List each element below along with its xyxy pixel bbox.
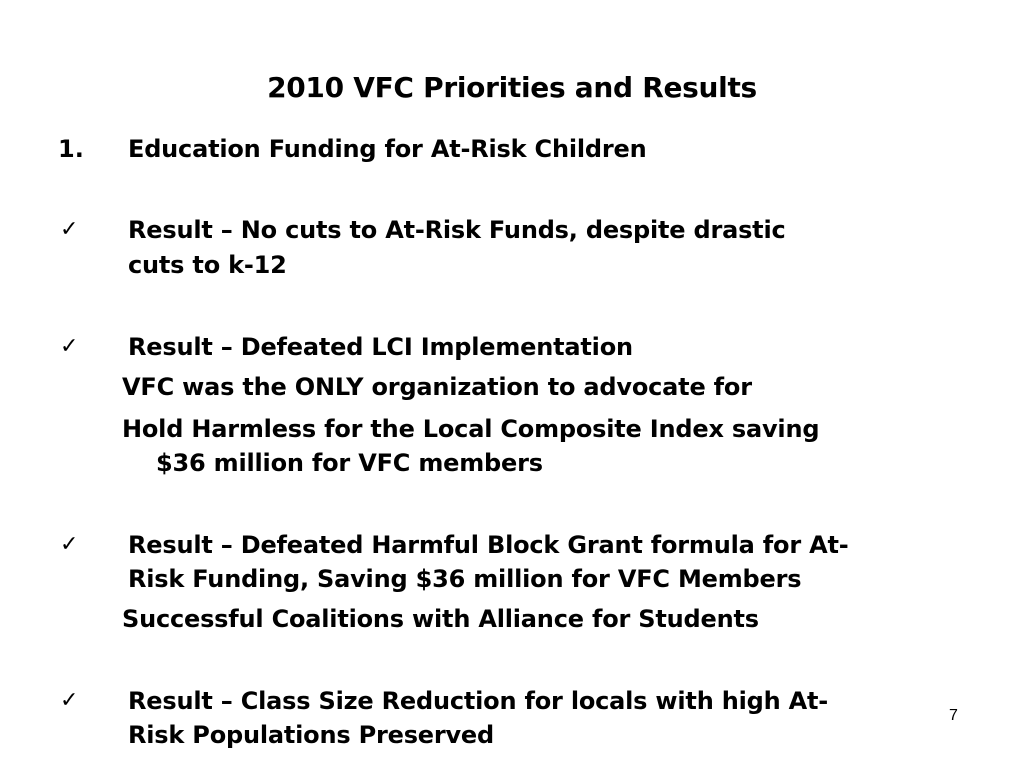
result-line: Risk Funding, Saving $36 million for VFC Members [128, 565, 802, 593]
page-number: 7 [949, 707, 958, 724]
result-detail-line: Successful Coalitions with Alliance for Students [122, 605, 759, 633]
checkmark-icon: ✓ [60, 688, 79, 713]
result-line: Result – Defeated LCI Implementation [128, 333, 633, 361]
result-detail-line: Hold Harmless for the Local Composite Index saving [122, 415, 820, 443]
slide-title: 2010 VFC Priorities and Results [267, 71, 757, 104]
result-line: Result – Class Size Reduction for locals with high At- [128, 687, 829, 715]
result-line: Result – No cuts to At-Risk Funds, despite drastic [128, 216, 786, 244]
checkmark-icon: ✓ [60, 217, 79, 242]
result-line: Risk Populations Preserved [128, 721, 494, 749]
checkmark-icon: ✓ [60, 334, 79, 359]
result-detail-line: VFC was the ONLY organization to advocate for [122, 373, 752, 401]
result-line: Result – Defeated Harmful Block Grant formula for At- [128, 531, 849, 559]
item-heading: Education Funding for At-Risk Children [128, 135, 647, 163]
result-detail-line: $36 million for VFC members [156, 449, 543, 477]
item-number: 1. [58, 135, 84, 163]
checkmark-icon: ✓ [60, 532, 79, 557]
result-line: cuts to k-12 [128, 251, 287, 279]
